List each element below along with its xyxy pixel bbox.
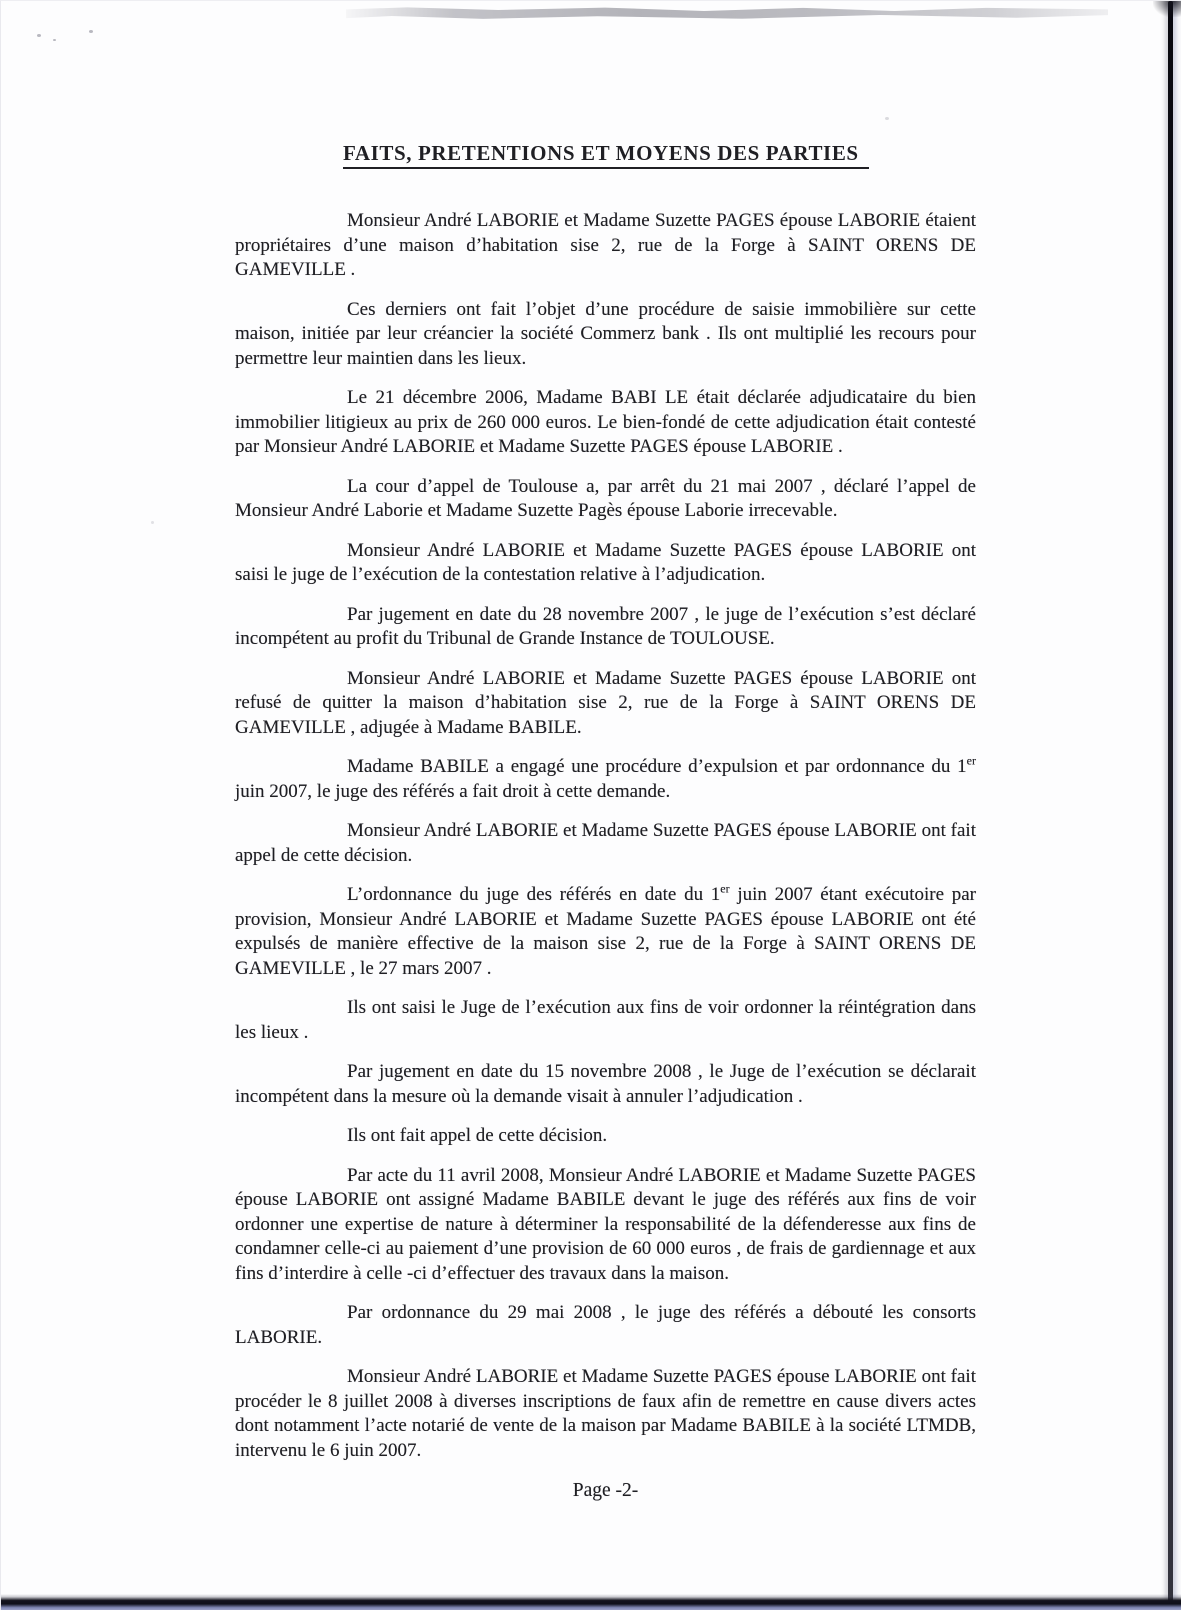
- paragraph: Monsieur André LABORIE et Madame Suzette PAGES épouse LABORIE ont fait appel de cette décision.: [235, 820, 976, 866]
- paragraph-text: L’ordonnance du juge des référés en date du 1: [347, 884, 721, 905]
- scan-speck: [151, 521, 154, 524]
- paragraph: Monsieur André LABORIE et Madame Suzette PAGES épouse LABORIE étaient propriétaires d’une maison d’habitation sise 2, rue de la Forge à SAINT ORENS DE GAMEVILLE .: [235, 210, 976, 280]
- paragraph: Par acte du 11 avril 2008, Monsieur André LABORIE et Madame Suzette PAGES épouse LABORIE ont assigné Madame BABILE devant le juge des référés aux fins de voir ordonner une expertise de nature à déterminer la responsabilité de la défenderesse aux fins de condamner celle-ci au paiement d’une provision de 60 000 euros , de frais de gardiennage et aux fins d’interdire à celle -ci d’effectuer des travaux dans la maison.: [235, 1164, 976, 1284]
- scan-speck: [37, 34, 41, 37]
- ordinal-superscript: er: [966, 753, 976, 768]
- paragraph: La cour d’appel de Toulouse a, par arrêt du 21 mai 2007 , déclaré l’appel de Monsieur André Laborie et Madame Suzette Pagès épouse Laborie irrecevable.: [235, 475, 976, 521]
- scan-right-margin: [1174, 1, 1181, 1610]
- document-title: FAITS, PRETENTIONS ET MOYENS DES PARTIES: [343, 141, 869, 169]
- paragraph: Monsieur André LABORIE et Madame Suzette PAGES épouse LABORIE ont saisi le juge de l’exécution de la contestation relative à l’adjudication.: [235, 539, 976, 585]
- paragraph: Ils ont fait appel de cette décision.: [347, 1125, 608, 1146]
- ordinal-superscript: er: [720, 881, 730, 896]
- paragraph: Ces derniers ont fait l’objet d’une procédure de saisie immobilière sur cette maison, initiée par leur créancier la société Commerz bank . Ils ont multiplié les recours pour permettre leur maintien dans les lieux.: [235, 298, 976, 369]
- paragraph: Le 21 décembre 2006, Madame BABI LE était déclarée adjudicataire du bien immobilier litigieux au prix de 260 000 euros. Le bien-fondé de cette adjudication était contesté par Monsieur André LABORIE et Madame Suzette PAGES épouse LABORIE .: [235, 387, 976, 457]
- paragraph: Monsieur André LABORIE et Madame Suzette PAGES épouse LABORIE ont refusé de quitter la maison d’habitation sise 2, rue de la Forge à SAINT ORENS DE GAMEVILLE , adjugée à Madame BABILE.: [235, 667, 976, 738]
- document-content: [235, 141, 976, 1502]
- paragraph-text: juin 2007, le juge des référés a fait droit à cette demande.: [235, 780, 671, 802]
- paragraph: Ils ont saisi le Juge de l’exécution aux fins de voir ordonner la réintégration dans les lieux .: [235, 997, 976, 1043]
- scan-speck: [89, 30, 93, 33]
- paragraph-text: juin 2007 étant exécutoire par provision, Monsieur André LABORIE et Madame Suzette PAGES épouse LABORIE ont été expulsés de manière effective de la maison sise 2, rue de la Forge à SAINT ORENS DE GAMEVILLE , le 27 mars 2007 .: [235, 884, 977, 979]
- scan-speck: [885, 117, 889, 120]
- scan-smudge-top: [346, 5, 1108, 20]
- paragraph: Par jugement en date du 15 novembre 2008 , le Juge de l’exécution se déclarait incompétent dans la mesure où la demande visait à annuler l’adjudication .: [235, 1061, 976, 1107]
- scan-edge-bottom: [1, 1594, 1181, 1610]
- scan-edge-right-top: [1153, 1, 1181, 17]
- paragraph: Par ordonnance du 29 mai 2008 , le juge des référés a débouté les consorts LABORIE.: [235, 1302, 976, 1348]
- paragraph: Par jugement en date du 28 novembre 2007 , le juge de l’exécution s’est déclaré incompétent au profit du Tribunal de Grande Instance de TOULOUSE.: [235, 603, 976, 649]
- scan-edge-right: [1168, 1, 1173, 1610]
- scan-speck: [53, 39, 56, 41]
- paragraph-text: Madame BABILE a engagé une procédure d’expulsion et par ordonnance du 1: [347, 756, 967, 777]
- paragraph: Monsieur André LABORIE et Madame Suzette PAGES épouse LABORIE ont fait procéder le 8 juillet 2008 à diverses inscriptions de faux afin de remettre en cause divers actes dont notamment l’acte notarié de vente de la maison par Madame BABILE à la société LTMDB, intervenu le 6 juin 2007.: [235, 1366, 976, 1461]
- paragraph: [235, 883, 976, 981]
- page-number: Page -2-: [572, 1480, 639, 1501]
- paragraph: [235, 755, 976, 804]
